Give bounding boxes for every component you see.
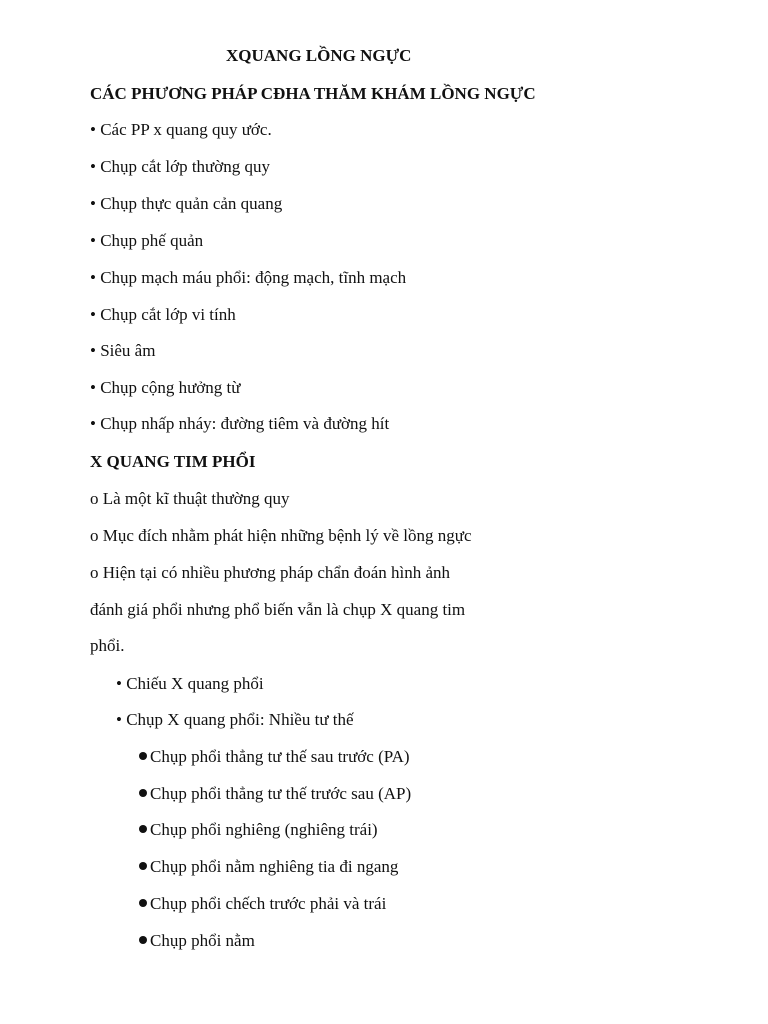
bullet-dot-icon	[139, 825, 147, 833]
position-list-item	[139, 857, 398, 877]
list-item: • Chụp thực quản cản quang	[90, 194, 283, 213]
paragraph-line: đánh giá phổi nhưng phổ biến vẫn là chụp X quang tim	[90, 600, 466, 619]
list-item: • Chụp cắt lớp thường quy	[90, 157, 270, 176]
section-heading-methods: CÁC PHƯƠNG PHÁP CĐHA THĂM KHÁM LỒNG NGỰC	[90, 84, 536, 103]
sub-list-item: • Chiếu X quang phổi	[116, 674, 264, 693]
bullet-dot-icon	[139, 752, 147, 760]
sub-list-item: • Chụp X quang phổi: Nhiều tư thế	[116, 710, 354, 729]
list-item: • Chụp cộng hưởng từ	[90, 378, 241, 397]
paragraph-line: phổi.	[90, 636, 125, 655]
position-label: Chụp phổi thẳng tư thế sau trước (PA)	[150, 747, 410, 766]
position-label: Chụp phổi nằm nghiêng tia đi ngang	[150, 857, 399, 876]
position-list-item	[139, 747, 410, 767]
position-label: Chụp phổi thẳng tư thế trước sau (AP)	[150, 784, 412, 803]
paragraph-line: o Là một kĩ thuật thường quy	[90, 489, 290, 508]
position-label: Chụp phổi chếch trước phải và trái	[150, 894, 387, 913]
position-label: Chụp phổi nằm	[150, 931, 255, 950]
position-list-item	[139, 931, 255, 951]
list-item: • Chụp cắt lớp vi tính	[90, 305, 236, 324]
list-item: • Các PP x quang quy ước.	[90, 120, 272, 139]
list-item: • Chụp nhấp nháy: đường tiêm và đường hít	[90, 414, 390, 433]
bullet-dot-icon	[139, 936, 147, 944]
position-label: Chụp phổi nghiêng (nghiêng trái)	[150, 820, 378, 839]
document-title: XQUANG LỒNG NGỰC	[226, 46, 412, 65]
list-item: • Chụp phế quản	[90, 231, 204, 250]
bullet-dot-icon	[139, 789, 147, 797]
section-heading-chest-xray: X QUANG TIM PHỔI	[90, 452, 256, 471]
paragraph-line: o Mục đích nhằm phát hiện những bệnh lý về lồng ngực	[90, 526, 472, 545]
position-list-item	[139, 894, 386, 914]
bullet-dot-icon	[139, 862, 147, 870]
bullet-dot-icon	[139, 899, 147, 907]
paragraph-line: o Hiện tại có nhiều phương pháp chẩn đoán hình ảnh	[90, 563, 451, 582]
list-item: • Siêu âm	[90, 341, 156, 360]
list-item: • Chụp mạch máu phổi: động mạch, tĩnh mạch	[90, 268, 407, 287]
position-list-item	[139, 784, 411, 804]
position-list-item	[139, 820, 378, 840]
